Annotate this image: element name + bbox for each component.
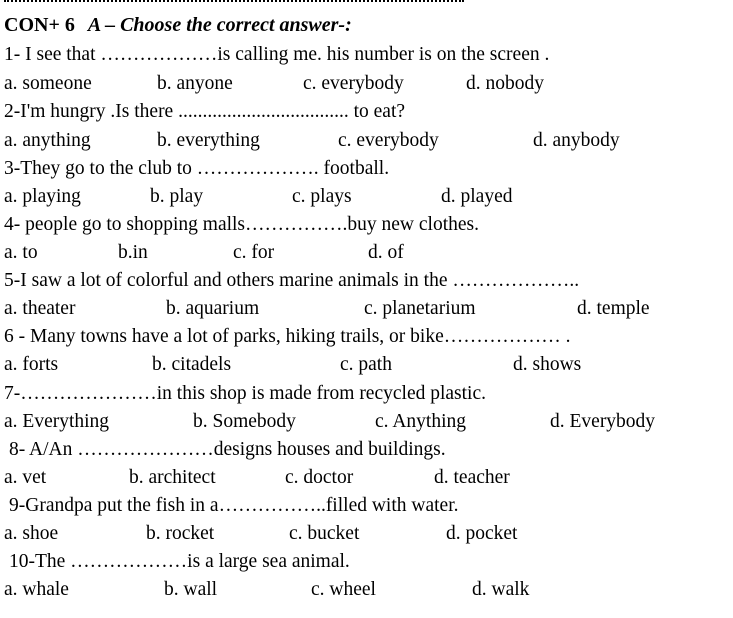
option-1b[interactable]: b. anyone: [157, 73, 233, 94]
question-2: 2-I'm hungry .Is there ................................... to eat?: [4, 101, 406, 122]
option-10b[interactable]: b. wall: [164, 579, 218, 600]
option-8d[interactable]: d. teacher: [434, 467, 510, 488]
option-3a[interactable]: a. playing: [4, 186, 81, 207]
option-1a[interactable]: a. someone: [4, 73, 92, 94]
option-6c[interactable]: c. path: [340, 354, 392, 375]
option-6d[interactable]: d. shows: [513, 354, 582, 375]
option-5a[interactable]: a. theater: [4, 298, 76, 319]
option-4d[interactable]: d. of: [368, 242, 404, 263]
option-10d[interactable]: d. walk: [472, 579, 530, 600]
option-6a[interactable]: a. forts: [4, 354, 59, 375]
option-1d[interactable]: d. nobody: [466, 73, 544, 94]
option-4b[interactable]: b.in: [118, 242, 148, 263]
question-4: 4- people go to shopping malls…………….buy new clothes.: [4, 214, 479, 235]
option-10a[interactable]: a. whale: [4, 579, 69, 600]
option-9c[interactable]: c. bucket: [289, 523, 360, 544]
top-dotted-rule: [4, 0, 464, 4]
option-4a[interactable]: a. to: [4, 242, 38, 263]
option-7d[interactable]: d. Everybody: [550, 411, 656, 432]
question-5: 5-I saw a lot of colorful and others marine animals in the ………………..: [4, 270, 580, 291]
option-6b[interactable]: b. citadels: [152, 354, 232, 375]
question-6: 6 - Many towns have a lot of parks, hiking trails, or bike……………… .: [4, 326, 571, 347]
option-7a[interactable]: a. Everything: [4, 411, 110, 432]
option-5c[interactable]: c. planetarium: [364, 298, 476, 319]
option-7c[interactable]: c. Anything: [375, 411, 466, 432]
option-3b[interactable]: b. play: [150, 186, 204, 207]
question-3: 3-They go to the club to ………………. football.: [4, 158, 390, 179]
option-2c[interactable]: c. everybody: [338, 130, 439, 151]
unit-code: CON+ 6: [4, 14, 75, 36]
option-2d[interactable]: d. anybody: [533, 130, 620, 151]
option-1c[interactable]: c. everybody: [303, 73, 404, 94]
option-4c[interactable]: c. for: [233, 242, 275, 263]
worksheet-header: [4, 12, 352, 38]
section-title: A – Choose the correct answer-:: [87, 14, 352, 36]
option-7b[interactable]: b. Somebody: [193, 411, 296, 432]
option-9a[interactable]: a. shoe: [4, 523, 59, 544]
option-10c[interactable]: c. wheel: [311, 579, 376, 600]
question-9: 9-Grandpa put the fish in a……………..filled with water.: [9, 495, 459, 516]
option-5b[interactable]: b. aquarium: [166, 298, 260, 319]
option-2a[interactable]: a. anything: [4, 130, 91, 151]
option-8c[interactable]: c. doctor: [285, 467, 354, 488]
option-3d[interactable]: d. played: [441, 186, 513, 207]
option-8b[interactable]: b. architect: [129, 467, 216, 488]
question-8: 8- A/An …………………designs houses and buildings.: [9, 439, 446, 460]
option-9d[interactable]: d. pocket: [446, 523, 518, 544]
option-8a[interactable]: a. vet: [4, 467, 47, 488]
question-10: 10-The ………………is a large sea animal.: [9, 551, 350, 572]
option-9b[interactable]: b. rocket: [146, 523, 215, 544]
option-3c[interactable]: c. plays: [292, 186, 352, 207]
option-2b[interactable]: b. everything: [157, 130, 260, 151]
question-7: 7-…………………in this shop is made from recycled plastic.: [4, 383, 486, 404]
question-1: 1- I see that ………………is calling me. his number is on the screen .: [4, 44, 550, 65]
option-5d[interactable]: d. temple: [577, 298, 650, 319]
